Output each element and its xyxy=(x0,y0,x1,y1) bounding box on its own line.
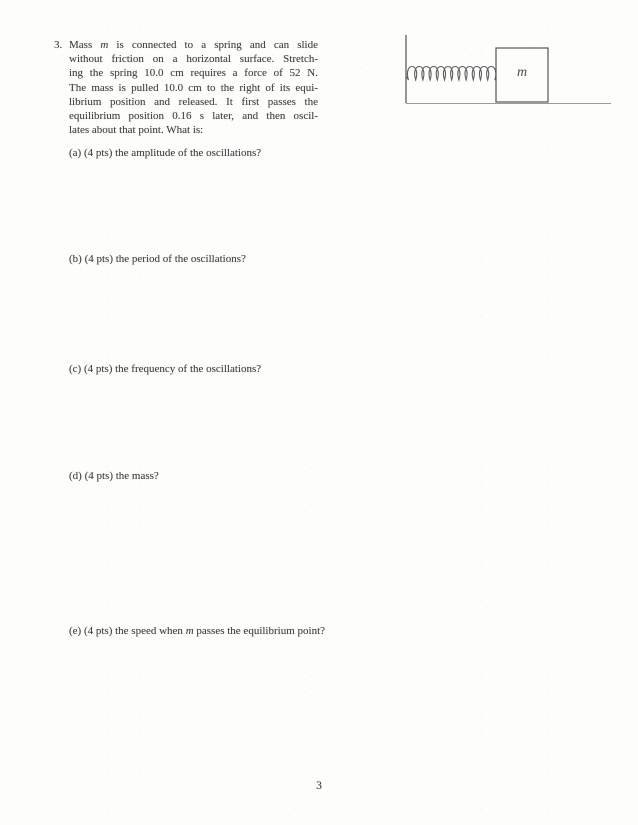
part-b: (b) (4 pts) the period of the oscillations? xyxy=(69,253,246,265)
part-e: (e) (4 pts) the speed when m passes the equilibrium point? xyxy=(69,625,326,637)
statement-line: ing the spring 10.0 cm requires a force of 52 N. xyxy=(69,67,318,80)
diagram-canvas xyxy=(400,25,615,110)
statement-line: The mass is pulled 10.0 cm to the right of its equi- xyxy=(69,81,318,94)
problem-number: 3. xyxy=(54,39,63,51)
statement-line: equilibrium position 0.16 s later, and then oscil- xyxy=(69,110,318,123)
spring-coil xyxy=(407,67,499,81)
part-a: (a) (4 pts) the amplitude of the oscillations? xyxy=(69,147,262,159)
spring-mass-diagram xyxy=(400,25,615,110)
page-number: 3 xyxy=(316,780,322,792)
statement-line: without friction on a horizontal surface. Stretch- xyxy=(69,53,318,66)
problem-statement xyxy=(69,38,318,137)
statement-line: librium position and released. It first passes the xyxy=(69,95,318,108)
part-d: (d) (4 pts) the mass? xyxy=(69,470,159,482)
part-c: (c) (4 pts) the frequency of the oscillations? xyxy=(69,363,262,375)
statement-line: Mass m is connected to a spring and can slide xyxy=(69,39,318,51)
mass-label: m xyxy=(516,65,528,80)
statement-line: lates about that point. What is: xyxy=(69,124,204,137)
